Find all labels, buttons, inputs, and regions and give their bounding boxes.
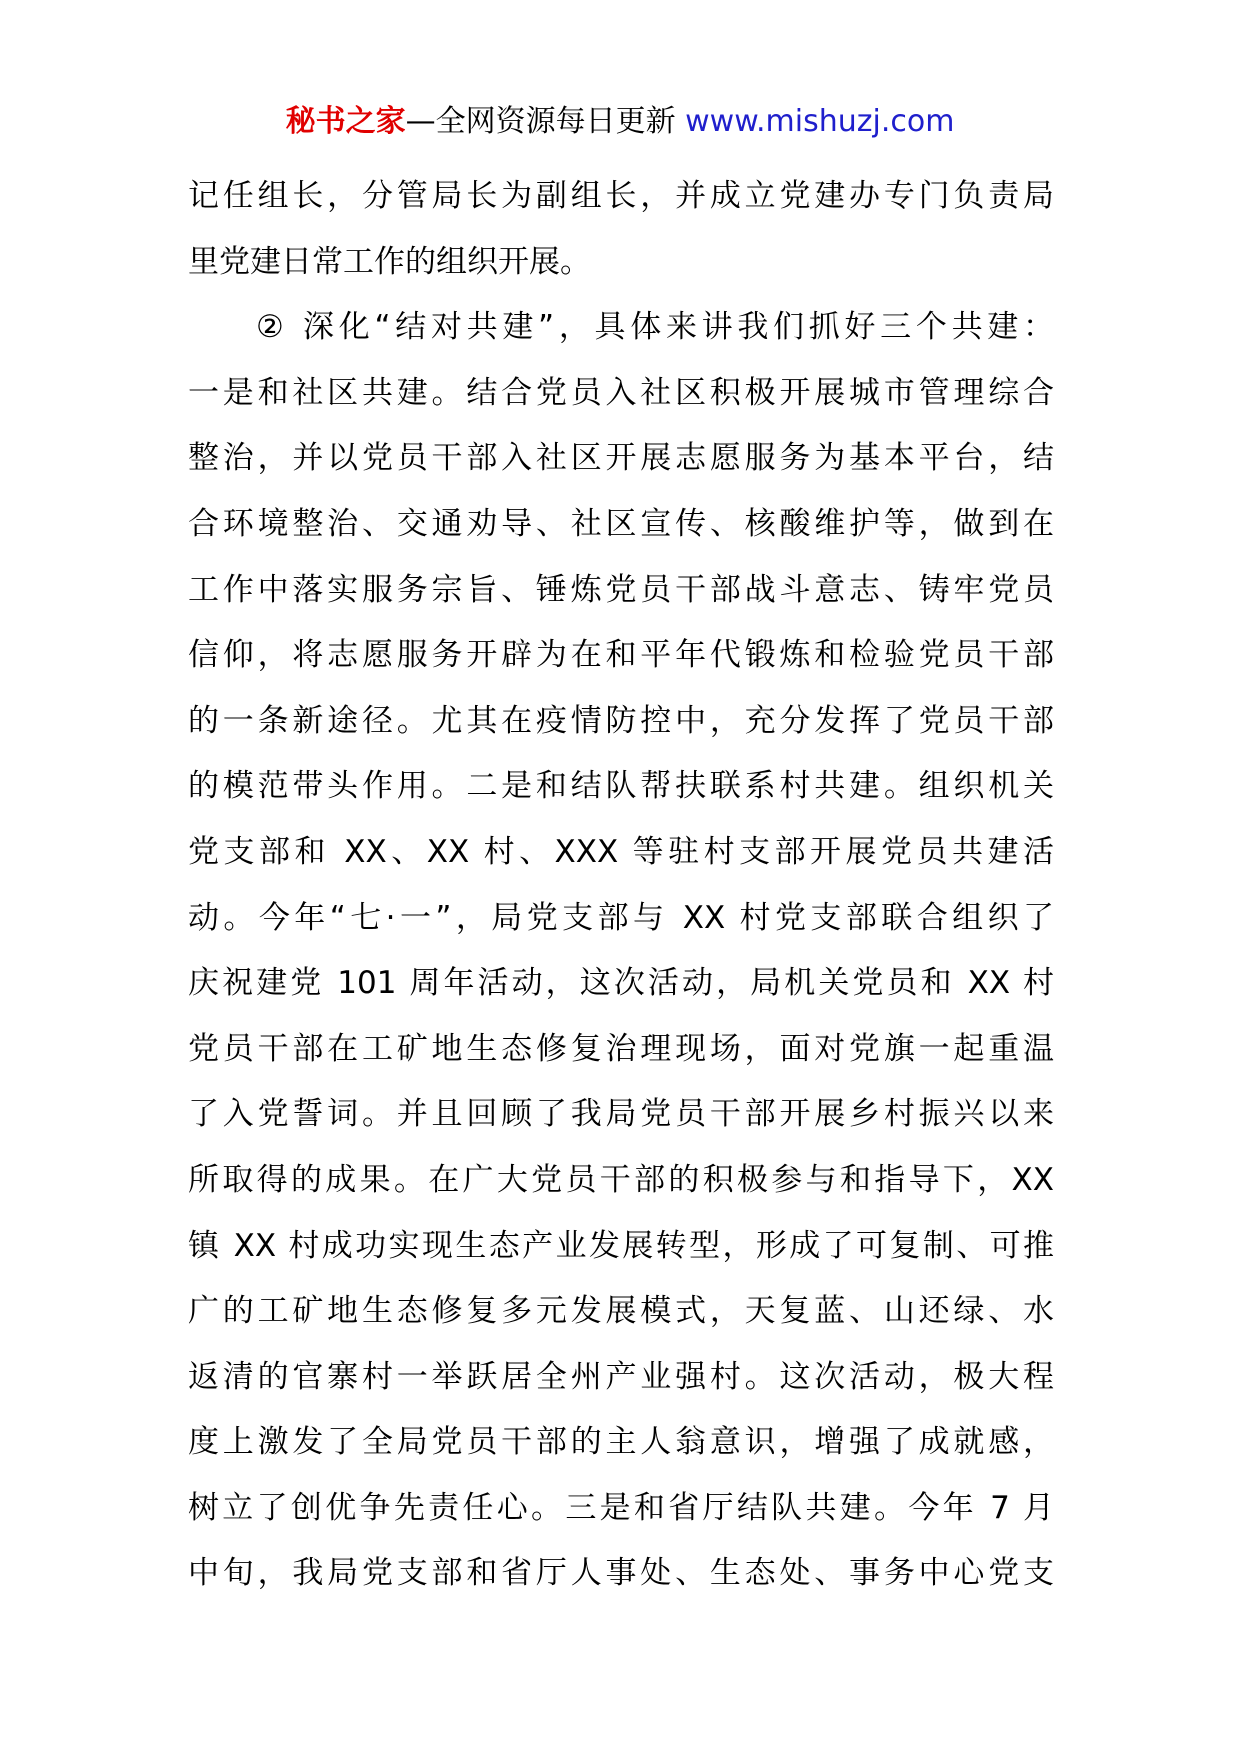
text-line: 返清的官寨村一举跃居全州产业强村。这次活动，极大程	[188, 1358, 1054, 1395]
text-line: 里党建日常工作的组织开展。	[188, 243, 591, 280]
text-line: 党员干部在工矿地生态修复治理现场，面对党旗一起重温	[188, 1030, 1054, 1067]
text-line: 的一条新途径。尤其在疫情防控中，充分发挥了党员干部	[188, 702, 1054, 739]
text-line: 度上激发了全局党员干部的主人翁意识，增强了成就感，	[188, 1424, 1054, 1461]
text-line: 庆祝建党 101 周年活动，这次活动，局机关党员和 XX 村	[188, 965, 1054, 1002]
text-line: 整治，并以党员干部入社区开展志愿服务为基本平台，结	[188, 440, 1054, 477]
text-line: 信仰，将志愿服务开辟为在和平年代锻炼和检验党员干部	[188, 637, 1054, 674]
website-link[interactable]: www.mishuzj.com	[685, 104, 955, 139]
paragraph-start-line: ② 深化“结对共建”，具体来讲我们抓好三个共建：	[256, 309, 1054, 346]
text-line: 镇 XX 村成功实现生态产业发展转型，形成了可复制、可推	[188, 1227, 1054, 1264]
header-tagline: —全网资源每日更新	[405, 104, 676, 139]
text-line: 记任组长，分管局长为副组长，并成立党建办专门负责局	[188, 178, 1054, 214]
watermark-header	[0, 100, 1240, 144]
text-line: 中旬，我局党支部和省厅人事处、生态处、事务中心党支	[188, 1555, 1054, 1592]
brand-name: 秘书之家	[285, 104, 406, 139]
text-line: 所取得的成果。在广大党员干部的积极参与和指导下，XX	[188, 1161, 1054, 1198]
text-line: 动。今年“七·一”，局党支部与 XX 村党支部联合组织了	[188, 899, 1054, 936]
text-line: 广的工矿地生态修复多元发展模式，天复蓝、山还绿、水	[188, 1293, 1054, 1330]
text-line: 一是和社区共建。结合党员入社区积极开展城市管理综合	[188, 374, 1054, 411]
text-line: 树立了创优争先责任心。三是和省厅结队共建。今年 7 月	[188, 1489, 1054, 1526]
text-line: 合环境整治、交通劝导、社区宣传、核酸维护等，做到在	[188, 505, 1054, 542]
text-line: 党支部和 XX、XX 村、XXX 等驻村支部开展党员共建活	[188, 833, 1054, 870]
document-body	[188, 164, 1054, 1607]
text-line: 了入党誓词。并且回顾了我局党员干部开展乡村振兴以来	[188, 1096, 1054, 1133]
text-line: 的模范带头作用。二是和结队帮扶联系村共建。组织机关	[188, 768, 1054, 805]
text-line: 工作中落实服务宗旨、锤炼党员干部战斗意志、铸牢党员	[188, 571, 1054, 608]
